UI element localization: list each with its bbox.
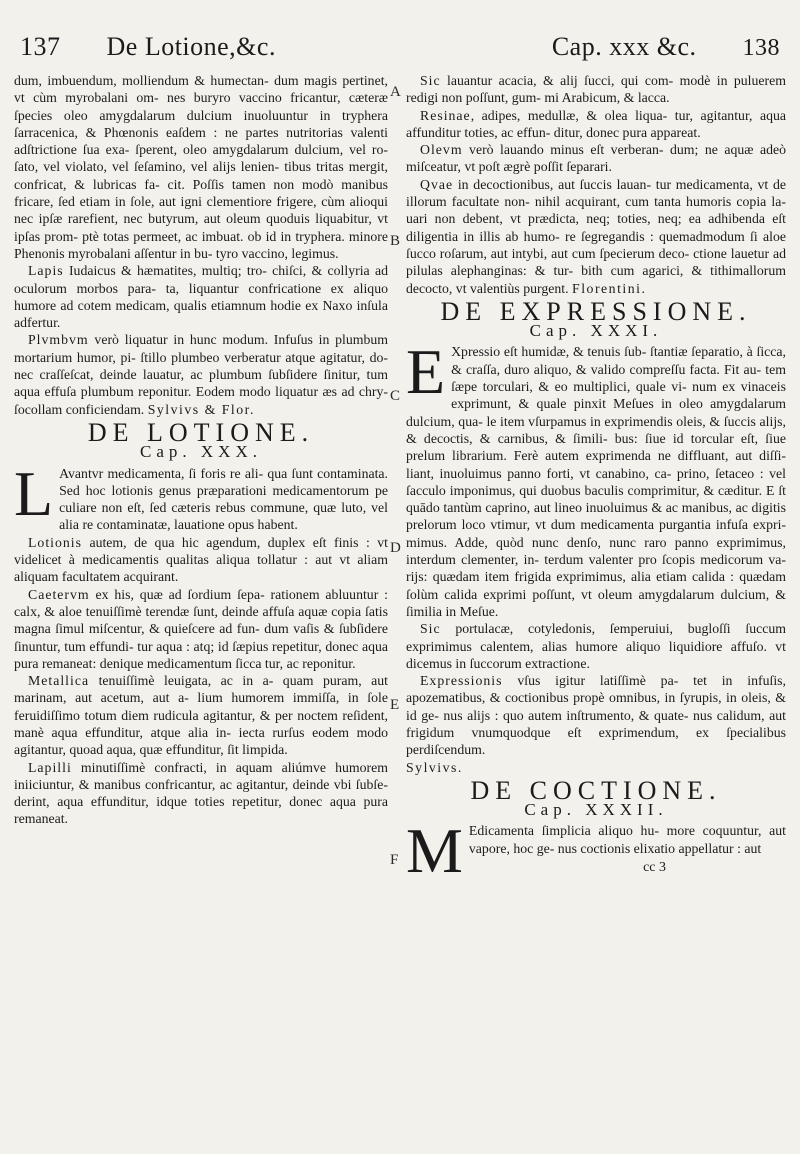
paragraph-lead-word: Sic bbox=[420, 73, 441, 88]
paragraph-text: vſus igitur latiſſimè pa- tet in infuſis, apozematibus, & coctionibus propè omnibus, in ſyrupis, in oleis, & id ge- nus alijs : quo autem inſtrumento, & quate- nus calidum, aut frigidum vnumquodque eſt exprimendum, ex ſpecialibus perdiſcendum. bbox=[406, 673, 786, 758]
margin-letter-e: E bbox=[390, 697, 400, 713]
paragraph-lead-word: Olevm bbox=[420, 142, 463, 158]
left-column bbox=[14, 72, 388, 1144]
right-column bbox=[406, 72, 786, 1144]
left-page-number: 137 bbox=[20, 32, 61, 61]
paragraph-lead-word: Caetervm bbox=[28, 586, 90, 602]
right-paragraph-7 bbox=[406, 672, 786, 776]
right-paragraph-1 bbox=[406, 72, 786, 107]
paragraph-text: Edicamenta ſimplicia aliquo hu- more coquuntur, aut vapore, hoc ge- nus coctionis elixatio appellatur : aut bbox=[468, 823, 786, 856]
left-paragraph-1: dum, imbuendum, molliendum & humectan- dum magis pertinet, vt cùm myrobalani om- nes buryro vaccino fricantur, cæteræ ſpecies oleo amygdalarum dulcium inuoluuntur in tryphera ſarracenica, & Phœnonis eaſdem : ne partes nutritorias valenti adſtrictione ſua exa- ſperent, oleo amygdalarum dulcium, vel ro- ſato, vel violato, vel ſeſamino, vel alijs lenien- tibus tritas mergit, confricat, & lubricas fa- cit. Poſſis tamen non modò manibus fricare, ſed etiam in ſole, aut igni clementiore frigere, cùm alioqui nec ipſæ rarefient, nec butyrum, aut oleum quoduis liquabitur, vt ipſas prom- ptè totas permeet, ac imbuat. ob id in tryphera. minore Phenonis myrobalani aſſentur in bu- tyro vaccino, legimus. bbox=[14, 73, 388, 261]
paragraph-text: verò liquatur in hunc modum. Infuſus in plumbum mortarium humor, pi- ſtillo plumbeo verberatur atque agitatur, do- nec craſſeſcat, deinde lauatur, ac plumbum ſubſidere ſinitur, tum aqua effuſa plumbum reponitur. Eodem modo liquatur æs ad chry- ſocollam conficiendam. bbox=[14, 332, 388, 417]
drop-capital: E bbox=[406, 336, 446, 408]
paragraph-text: , adipes, medullæ, & olea liqua- tur, agitantur, aqua affunditur toties, ac effun- ditur, donec pura appareat. bbox=[406, 107, 786, 140]
paragraph-lead-word: Expressionis bbox=[420, 673, 503, 689]
paragraph-lead-word: Lapilli bbox=[28, 759, 72, 775]
right-paragraph-6 bbox=[406, 620, 786, 672]
left-paragraph-8 bbox=[14, 759, 388, 828]
right-paragraph-4 bbox=[406, 176, 786, 297]
paragraph-lead-word: Resinae bbox=[420, 107, 471, 123]
running-header bbox=[20, 0, 780, 70]
paragraph-text: tenuiſſimè leuigata, ac in a- quam puram, aut marinam, aut acetum, aut a- lium humorem immiſſa, in ſole feruidiſſimo totum diem rudicula agitantur, & per noctem reſident, manè aqua effunditur, atque alia in- iecta rurſus eodem modo agitantur, quoad aqua, quæ effunditur, ſit limpida. bbox=[14, 673, 388, 758]
right-page-number: 138 bbox=[742, 35, 780, 61]
paragraph-text: Avantvr medicamenta, ſi foris re ali- qua ſunt contaminata. Sed hoc lotionis genus præparationi medicamentorum pe culiare non eſt, ſed cæteris rebus commune, quæ luto, vel alia re contaminatæ, lauatione opus habent. bbox=[59, 465, 388, 533]
margin-letter-f: F bbox=[390, 852, 399, 868]
paragraph-text: portulacæ, cotyledonis, ſemperuiui, bugloſſi ſuccum exprimimus calentem, alias humore aliquo liquidiore affuſo. vt dicemus in ſuccorum extractione. bbox=[406, 621, 786, 671]
left-paragraph-4 bbox=[14, 457, 388, 534]
paragraph-lead-word: Sic bbox=[420, 621, 441, 637]
chapter-number-32: Cap. XXXII. bbox=[524, 800, 668, 820]
right-paragraph-5 bbox=[406, 336, 786, 620]
drop-capital: L bbox=[14, 457, 54, 529]
left-paragraph-6 bbox=[14, 586, 388, 672]
right-paragraph-2 bbox=[406, 107, 786, 142]
margin-letter-c: C bbox=[390, 388, 401, 404]
section-title-lotione: DE LOTIONE. bbox=[87, 417, 315, 447]
margin-letter-d: D bbox=[390, 540, 401, 556]
author-attribution: Sylvivs. bbox=[406, 759, 463, 775]
left-paragraph-2 bbox=[14, 262, 388, 331]
paragraph-lead-word: Plvmbvm bbox=[28, 332, 89, 348]
paragraph-text: autem, de qua hic agendum, duplex eſt finis : vt videlicet à medicamentis qualitas aliqua tollatur : aut vt aliam aliquam facultatem acquirant. bbox=[14, 534, 388, 585]
left-paragraph-5 bbox=[14, 534, 388, 586]
drop-capital: M bbox=[406, 815, 463, 887]
paragraph-text: ex his, quæ ad ſordium ſepa- rationem abluuntur : calx, & aloe tenuiſſimè terendæ ſunt, deinde affuſa aquæ copia ſatis magna ſimul miſcentur, & quieſcere ad fun- dum vaſis & ſubſidere ſinuntur, tum effundi- tur aqua : atq; id ſæpius repetitur, donec aqua pura remaneat: denique medicamentum ſicca tur, ac reponitur. bbox=[14, 586, 388, 671]
margin-letter-a: A bbox=[390, 84, 401, 100]
right-header bbox=[552, 32, 780, 62]
paragraph-text: Xpressio eſt humidæ, & tenuis ſub- ſtantiæ ſeparatio, à ſicca, & craſſa, duro aliquo, & valido compreſſu facta. Fit au- tem ſæpe torculari, & eo multiplici, quale vi- num ex vinaceis exprimunt, & quale pinxit Meſues in oleo amygdalarum dulcium, qua- le item vſurpamus in exprimendis oleis, & ſuccis alijs, & decoctis, & carnibus, & ſimili- bus: ſiue id torcular eſt, ſiue prelum librarium. Ferè autem exprimenda ne diffluant, aut diſſi- liant, inuoluimus panno forti, vt canabino, ca- prino, ſetaceo : vel ſacculo imponimus, qui duobus baculis comprimitur, & cæditur. E ſt quādo tantùm caprino, aut lineo inuoluimus & ac manibus, ac digitis prelorum loco vtimur, vt dum medicamenta purgantia infuſa expri- mimus. Adde, quòd nunc denſo, nunc raro panno exprimimus, interdum clementer, in- terdum valenter pro ſcopis medicorum va- rijs: quædam item frigida exprimimus, alia etiam calida : quædam ſolùm calida exprimi poſſunt, vt oleum amygdalarum dulcium, & ſimilia in Meſue. bbox=[406, 344, 786, 619]
paragraph-text: Iudaicus & hæmatites, multiq; tro- chiſci, & collyria ad oculorum morbos para- ta, liquantur confricatione ex aliquo humore ad cotem medicam, qualis etiamnum hodie ex Naxo inſula adfertur. bbox=[14, 263, 388, 331]
left-running-title: De Lotione,&c. bbox=[106, 32, 276, 61]
signature-mark: cc 3 bbox=[643, 860, 666, 876]
paragraph-text: minutiſſimè confracti, in aquam aliúmve humorem iniiciuntur, & manibus confricantur, ac agitantur, deinde vbi ſubſe- derint, aqua effunditur, idque toties repetitur, donec aqua pura remaneat. bbox=[14, 759, 388, 827]
paragraph-text: verò lauando minus eſt verberan- dum; ne aquæ adeò miſceatur, vt poſt ægrè poſſit ſeparari. bbox=[406, 142, 786, 175]
author-attribution: Sylvivs & Flor. bbox=[147, 401, 255, 417]
author-attribution: Florentini. bbox=[572, 280, 647, 296]
section-title-coctione: DE COCTIONE. bbox=[470, 775, 722, 805]
chapter-number-30: Cap. XXX. bbox=[140, 442, 262, 462]
paragraph-lead-word: Lapis bbox=[28, 263, 64, 279]
right-paragraph-3 bbox=[406, 141, 786, 176]
paragraph-lead-word: Metallica bbox=[28, 673, 90, 689]
chapter-number-31: Cap. XXXI. bbox=[529, 321, 663, 341]
right-running-title: Cap. xxx &c. bbox=[551, 32, 697, 61]
left-paragraph-7 bbox=[14, 672, 388, 758]
paragraph-text: lauantur acacia, & alij ſucci, qui com- modè in puluerem redigi non poſſunt, gum- mi Arabicum, & lacca. bbox=[406, 73, 786, 106]
paragraph-lead-word: Lotionis bbox=[28, 534, 82, 550]
section-title-expressione: DE EXPRESSIONE. bbox=[440, 296, 752, 326]
left-header bbox=[20, 32, 276, 62]
paragraph-lead-word: Qvae bbox=[420, 176, 454, 192]
left-paragraph-3 bbox=[14, 331, 388, 417]
margin-letter-b: B bbox=[390, 233, 401, 249]
paragraph-text: in decoctionibus, aut ſuccis lauan- tur medicamenta, vt de illorum facultate non- nihil acquirant, cum tanta humoris copia la- uari non debent, vt prædicta, neq; toties, neq; ea adhibenda eſt diligentia in illis ab humo- re ſegregandis : quemadmodum ſi aloe ſucco roſarum, aut intybi, aut cum ſpecierum deco- ctione lauetur ad pilulas alephanginas: & tur- bith cum agarici, & tithimallorum decocto, vt valentiùs purgent. bbox=[406, 176, 786, 296]
